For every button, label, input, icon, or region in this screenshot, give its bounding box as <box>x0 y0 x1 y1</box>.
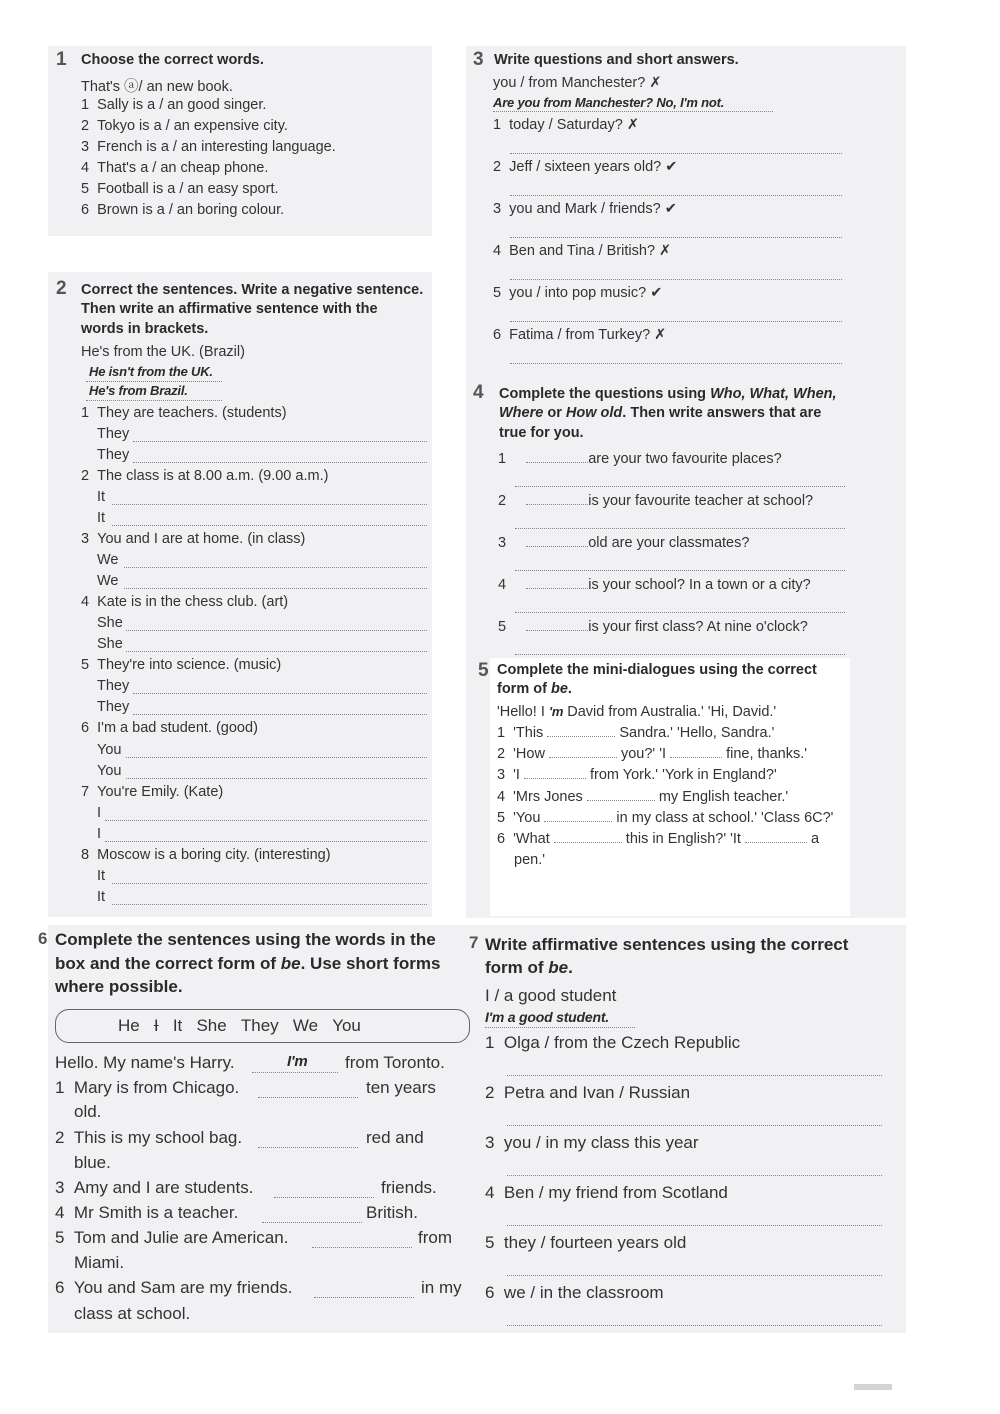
page-mark <box>854 1384 892 1390</box>
ex2-answer-line[interactable] <box>124 567 427 568</box>
ex6-item-cont: blue. <box>74 1153 111 1172</box>
ex2-item-prompt: 1 They are teachers. (students) <box>81 405 287 421</box>
ex4-answer-line[interactable] <box>515 486 845 487</box>
ex6-item-b: red and <box>366 1128 424 1147</box>
ex5-item: 6 'What this in English?' 'It a <box>497 831 820 847</box>
ex2-item-start: They <box>97 426 130 442</box>
ex6-item-b: friends. <box>381 1178 437 1197</box>
ex2-example-line2 <box>86 400 222 401</box>
ex2-item-start: I <box>97 805 102 821</box>
ex5-fill-blank[interactable] <box>544 821 612 822</box>
ex7-item: 1 Olga / from the Czech Republic <box>485 1033 741 1052</box>
ex6-fill-line[interactable] <box>262 1222 362 1223</box>
ex4-answer-line[interactable] <box>515 654 845 655</box>
ex6-item-a: 3 Amy and I are students. <box>55 1178 254 1197</box>
ex4-title-line3: true for you. <box>499 425 584 441</box>
ex2-title-line1: Correct the sentences. Write a negative sentence. <box>81 282 424 298</box>
ex4-item: 4 is your school? In a town or a city? <box>498 577 811 593</box>
ex6-example-line <box>252 1072 338 1073</box>
ex2-item-start: She <box>97 636 123 652</box>
ex2-item-start: I <box>97 826 102 842</box>
ex2-answer-line[interactable] <box>133 714 427 715</box>
ex1-item[interactable]: 4 That's a / an cheap phone. <box>81 160 269 176</box>
ex4-answer-line[interactable] <box>515 570 845 571</box>
ex6-item-b: ten years <box>366 1078 436 1097</box>
word-box-item: We <box>292 1016 319 1035</box>
ex6-example-fill: I'm <box>287 1053 308 1070</box>
ex6-title-line2: box and the correct form of be. Use short forms <box>55 954 441 973</box>
ex4-fill-blank[interactable] <box>526 546 588 547</box>
ex3-number: 3 <box>473 49 484 70</box>
ex2-item-prompt: 7 You're Emily. (Kate) <box>81 784 224 800</box>
ex6-item-a: 2 This is my school bag. <box>55 1128 243 1147</box>
word-box-item: She <box>196 1016 227 1035</box>
ex5-number: 5 <box>478 660 489 681</box>
ex2-answer-line[interactable] <box>112 904 427 905</box>
ex6-item-b: in my <box>421 1278 462 1297</box>
ex4-item: 5 is your first class? At nine o'clock? <box>498 619 808 635</box>
ex5-example: 'Hello! I 'm David from Australia.' 'Hi, David.' <box>497 704 777 720</box>
ex2-example-line1 <box>86 381 222 382</box>
ex3-item: 4 Ben and Tina / British? ✗ <box>493 243 672 259</box>
ex3-example-answer: Are you from Manchester? No, I'm not. <box>493 95 725 110</box>
ex2-answer-line[interactable] <box>133 693 427 694</box>
ex6-title-line1: Complete the sentences using the words in the <box>55 930 436 949</box>
ex5-fill-blank[interactable] <box>587 800 655 801</box>
ex6-example-a: Hello. My name's Harry. <box>55 1053 235 1072</box>
ex5-fill-blank[interactable] <box>524 778 586 779</box>
ex2-answer-line[interactable] <box>112 883 427 884</box>
ex6-item-a: 4 Mr Smith is a teacher. <box>55 1203 239 1222</box>
ex3-answer-line[interactable] <box>510 237 842 238</box>
ex2-answer-line[interactable] <box>112 525 427 526</box>
ex2-answer-line[interactable] <box>112 504 427 505</box>
ex2-item-prompt: 3 You and I are at home. (in class) <box>81 531 306 547</box>
ex4-fill-blank[interactable] <box>526 630 588 631</box>
ex7-answer-line[interactable] <box>507 1075 882 1076</box>
ex7-answer-line[interactable] <box>507 1325 882 1326</box>
ex2-example-answer2: He's from Brazil. <box>89 383 188 398</box>
ex5-fill-blank[interactable] <box>549 757 617 758</box>
ex5-item: 1 'This Sandra.' 'Hello, Sandra.' <box>497 725 775 741</box>
ex3-answer-line[interactable] <box>510 321 842 322</box>
ex2-item-start: She <box>97 615 123 631</box>
ex1-item[interactable]: 6 Brown is a / an boring colour. <box>81 202 285 218</box>
ex7-answer-line[interactable] <box>507 1275 882 1276</box>
ex2-title-line2: Then write an affirmative sentence with the <box>81 301 378 317</box>
ex2-item-start: They <box>97 678 130 694</box>
ex2-item-start: We <box>97 573 119 589</box>
ex1-item[interactable]: 3 French is a / an interesting language. <box>81 139 336 155</box>
ex7-item: 4 Ben / my friend from Scotland <box>485 1183 728 1202</box>
ex2-answer-line[interactable] <box>105 841 427 842</box>
ex4-title-line1: Complete the questions using Who, What, When, <box>499 386 837 402</box>
ex6-fill-line[interactable] <box>258 1097 358 1098</box>
ex2-answer-line[interactable] <box>133 462 427 463</box>
ex7-number: 7 <box>469 933 479 952</box>
ex2-item-start: It <box>97 489 106 505</box>
ex2-item-prompt: 2 The class is at 8.00 a.m. (9.00 a.m.) <box>81 468 329 484</box>
ex3-example: you / from Manchester? ✗ <box>493 75 662 91</box>
ex2-example: He's from the UK. (Brazil) <box>81 344 245 360</box>
ex5-item6-continuation: pen.' <box>514 852 545 868</box>
ex2-item-start: They <box>97 447 130 463</box>
ex4-fill-blank[interactable] <box>526 504 588 505</box>
ex2-item-start: They <box>97 699 130 715</box>
ex6-word-box <box>55 1009 470 1043</box>
ex7-example: I / a good student <box>485 986 617 1005</box>
ex3-answer-line[interactable] <box>510 153 842 154</box>
ex1-number: 1 <box>56 49 67 70</box>
ex3-item: 6 Fatima / from Turkey? ✗ <box>493 327 667 343</box>
ex6-item-cont: class at school. <box>74 1304 191 1323</box>
ex5-title-line2: form of be. <box>497 681 572 697</box>
ex7-title-line1: Write affirmative sentences using the correct <box>485 935 849 954</box>
ex1-example: That's ⓐ/ an new book. <box>81 79 233 95</box>
ex5-item: 5 'You in my class at school.' 'Class 6C?' <box>497 810 834 826</box>
ex7-item: 5 they / fourteen years old <box>485 1233 687 1252</box>
word-box-item: It <box>172 1016 183 1035</box>
ex3-answer-line[interactable] <box>510 195 842 196</box>
ex6-number: 6 <box>38 929 48 948</box>
ex2-item-prompt: 6 I'm a bad student. (good) <box>81 720 258 736</box>
ex6-fill-line[interactable] <box>258 1147 358 1148</box>
ex3-item: 1 today / Saturday? ✗ <box>493 117 639 133</box>
ex7-item: 6 we / in the classroom <box>485 1283 664 1302</box>
ex7-title-line2: form of be. <box>485 958 573 977</box>
ex1-title: Choose the correct words. <box>81 52 264 68</box>
ex5-item: 4 'Mrs Jones my English teacher.' <box>497 789 789 805</box>
ex2-answer-line[interactable] <box>124 588 427 589</box>
ex7-item: 3 you / in my class this year <box>485 1133 699 1152</box>
ex2-answer-line[interactable] <box>126 778 427 779</box>
ex2-answer-line[interactable] <box>126 757 427 758</box>
ex1-item[interactable]: 5 Football is a / an easy sport. <box>81 181 279 197</box>
ex4-answer-line[interactable] <box>515 612 845 613</box>
ex2-example-answer1: He isn't from the UK. <box>89 364 213 379</box>
ex6-item-cont: old. <box>74 1102 102 1121</box>
ex2-item-prompt: 4 Kate is in the chess club. (art) <box>81 594 289 610</box>
ex6-item-b: British. <box>366 1203 418 1222</box>
ex7-example-answer: I'm a good student. <box>485 1009 609 1025</box>
ex6-fill-line[interactable] <box>312 1247 412 1248</box>
ex6-item-b: from <box>418 1228 452 1247</box>
ex3-example-line <box>493 111 773 112</box>
ex2-answer-line[interactable] <box>126 651 427 652</box>
ex2-item-start: You <box>97 763 122 779</box>
ex5-item: 3 'I from York.' 'York in England?' <box>497 767 777 783</box>
ex3-title: Write questions and short answers. <box>494 52 739 68</box>
ex4-item: 1 are your two favourite places? <box>498 451 782 467</box>
ex6-fill-line[interactable] <box>274 1197 374 1198</box>
ex5-fill-blank[interactable] <box>554 842 622 843</box>
ex6-item-a: 6 You and Sam are my friends. <box>55 1278 293 1297</box>
ex7-answer-line[interactable] <box>507 1225 882 1226</box>
ex6-item-cont: Miami. <box>74 1253 125 1272</box>
ex2-number: 2 <box>56 278 67 299</box>
ex2-item-start: We <box>97 552 119 568</box>
ex2-title-line3: words in brackets. <box>81 321 209 337</box>
ex3-answer-line[interactable] <box>510 363 842 364</box>
ex2-answer-line[interactable] <box>133 441 427 442</box>
ex2-item-prompt: 5 They're into science. (music) <box>81 657 282 673</box>
ex1-item[interactable]: 1 Sally is a / an good singer. <box>81 97 267 113</box>
ex3-item: 5 you / into pop music? ✔ <box>493 285 663 301</box>
ex4-fill-blank[interactable] <box>526 588 588 589</box>
ex2-item-start: You <box>97 742 122 758</box>
word-box-item: They <box>240 1016 279 1035</box>
ex6-example-b: from Toronto. <box>345 1053 445 1072</box>
ex3-item: 2 Jeff / sixteen years old? ✔ <box>493 159 678 175</box>
ex2-answer-line[interactable] <box>126 630 427 631</box>
ex2-item-start: It <box>97 868 106 884</box>
ex4-answer-line[interactable] <box>515 528 845 529</box>
word-box-item: He <box>118 1016 140 1035</box>
ex5-fill-blank[interactable] <box>547 736 615 737</box>
ex4-number: 4 <box>473 382 484 403</box>
ex5-title-line1: Complete the mini-dialogues using the correct <box>497 662 817 678</box>
ex2-item-start: It <box>97 510 106 526</box>
ex3-item: 3 you and Mark / friends? ✔ <box>493 201 677 217</box>
ex2-item-prompt: 8 Moscow is a boring city. (interesting) <box>81 847 331 863</box>
ex4-title-line2: Where or How old. Then write answers that are <box>499 405 822 421</box>
ex4-item: 3 old are your classmates? <box>498 535 750 551</box>
ex6-title-line3: where possible. <box>55 977 183 996</box>
ex7-example-line <box>485 1027 635 1028</box>
word-box-item: You <box>332 1016 361 1035</box>
ex7-answer-line[interactable] <box>507 1175 882 1176</box>
ex5-fill-blank[interactable] <box>670 757 722 758</box>
ex6-item-a: 5 Tom and Julie are American. <box>55 1228 289 1247</box>
ex6-item-a: 1 Mary is from Chicago. <box>55 1078 240 1097</box>
ex2-item-start: It <box>97 889 106 905</box>
ex7-item: 2 Petra and Ivan / Russian <box>485 1083 691 1102</box>
ex1-item[interactable]: 2 Tokyo is a / an expensive city. <box>81 118 288 134</box>
ex4-fill-blank[interactable] <box>526 462 588 463</box>
ex3-answer-line[interactable] <box>510 279 842 280</box>
ex4-item: 2 is your favourite teacher at school? <box>498 493 814 509</box>
ex5-fill-blank[interactable] <box>745 842 807 843</box>
word-box-item: I <box>153 1016 159 1035</box>
ex5-item: 2 'How you?' 'I fine, thanks.' <box>497 746 808 762</box>
ex6-fill-line[interactable] <box>314 1297 414 1298</box>
ex2-answer-line[interactable] <box>105 820 427 821</box>
ex7-answer-line[interactable] <box>507 1125 882 1126</box>
